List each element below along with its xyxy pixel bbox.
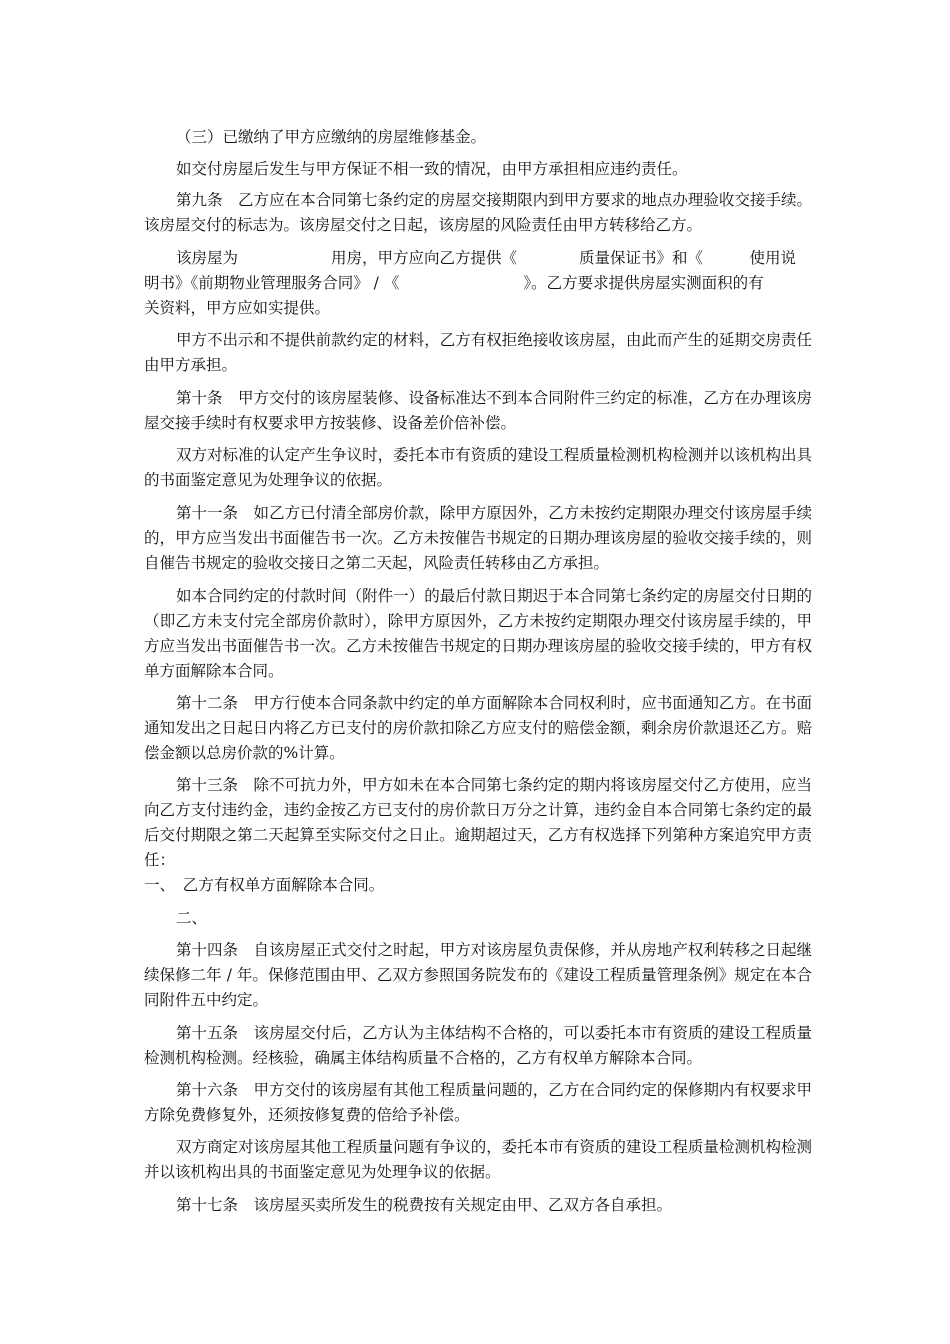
paragraph-dispute-standard: 双方对标准的认定产生争议时，委托本市有资质的建设工程质量检测机构检测并以该机构出具的书面鉴定意见为处理争议的依据。 (144, 446, 812, 489)
article-17: 第十七条 该房屋买卖所发生的税费按有关规定由甲、乙双方各自承担。 (176, 1196, 673, 1214)
article-13: 第十三条 除不可抗力外，甲方如未在本合同第七条约定的期内将该房屋交付乙方使用，应当向乙方支付违约金，违约金按乙方已支付的房价款日万分之计算，违约金自本合同第七条约定的最后交付期限之第二天起算至实际交付之日止。逾期超过天，乙方有权选择下列第种方案追究甲方责任： (144, 776, 812, 869)
article-14: 第十四条 自该房屋正式交付之时起，甲方对该房屋负责保修，并从房地产权利转移之日起继续保修二年 / 年。保修范围由甲、乙双方参照国务院发布的《建设工程质量管理条例》规定在本合同附件五中约定。 (144, 941, 812, 1009)
article-12: 第十二条 甲方行使本合同条款中约定的单方面解除本合同权利时，应书面通知乙方。在书面通知发出之日起日内将乙方已支付的房价款扣除乙方应支付的赔偿金额，剩余房价款退还乙方。赔偿金额以总房价款的%计算。 (144, 694, 812, 762)
article-9: 第九条 乙方应在本合同第七条约定的房屋交接期限内到甲方要求的地点办理验收交接手续。该房屋交付的标志为。该房屋交付之日起，该房屋的风险责任由甲方转移给乙方。 (144, 191, 812, 234)
paragraph-line: 该房屋为 用房，甲方应向乙方提供《 质量保证书》和《 使用说 (176, 249, 797, 267)
paragraph-line: 关资料，甲方应如实提供。 (144, 299, 331, 317)
paragraph-payment-date: 如本合同约定的付款时间（附件一）的最后付款日期迟于本合同第七条约定的房屋交付日期的（即乙方未支付完全部房价款时），除甲方原因外，乙方未按约定期限办理交付该房屋手续的，甲方应当发出书面催告书一次。乙方未按催告书规定的日期办理该房屋的验收交接手续的，甲方有权单方面解除本合同。 (144, 587, 812, 680)
article-15: 第十五条 该房屋交付后，乙方认为主体结构不合格的，可以委托本市有资质的建设工程质量检测机构检测。经核验，确属主体结构质量不合格的，乙方有权单方解除本合同。 (144, 1024, 812, 1067)
paragraph-maintenance-fund: （三）已缴纳了甲方应缴纳的房屋维修基金。 (176, 128, 487, 146)
paragraph-line: 明书》《前期物业管理服务合同》 / 《 》。乙方要求提供房屋实测面积的有 (144, 274, 764, 292)
paragraph-breach-liability: 如交付房屋后发生与甲方保证不相一致的情况，由甲方承担相应违约责任。 (176, 160, 688, 178)
paragraph-quality-dispute: 双方商定对该房屋其他工程质量问题有争议的，委托本市有资质的建设工程质量检测机构检测并以该机构出具的书面鉴定意见为处理争议的依据。 (144, 1138, 812, 1181)
option-two: 二、 (176, 909, 208, 927)
article-11: 第十一条 如乙方已付清全部房价款，除甲方原因外，乙方未按约定期限办理交付该房屋手续的，甲方应当发出书面催告书一次。乙方未按催告书规定的日期办理该房屋的验收交接手续的，则自催告书规定的验收交接日之第二天起，风险责任转移由乙方承担。 (144, 504, 812, 572)
option-one: 一、 乙方有权单方面解除本合同。 (144, 876, 385, 894)
article-10: 第十条 甲方交付的该房屋装修、设备标准达不到本合同附件三约定的标准，乙方在办理该房屋交接手续时有权要求甲方按装修、设备差价倍补偿。 (144, 389, 812, 432)
paragraph-refuse-acceptance: 甲方不出示和不提供前款约定的材料，乙方有权拒绝接收该房屋，由此而产生的延期交房责任由甲方承担。 (144, 331, 812, 374)
article-16: 第十六条 甲方交付的该房屋有其他工程质量问题的，乙方在合同约定的保修期内有权要求甲方除免费修复外，还须按修复费的倍给予补偿。 (144, 1081, 812, 1124)
